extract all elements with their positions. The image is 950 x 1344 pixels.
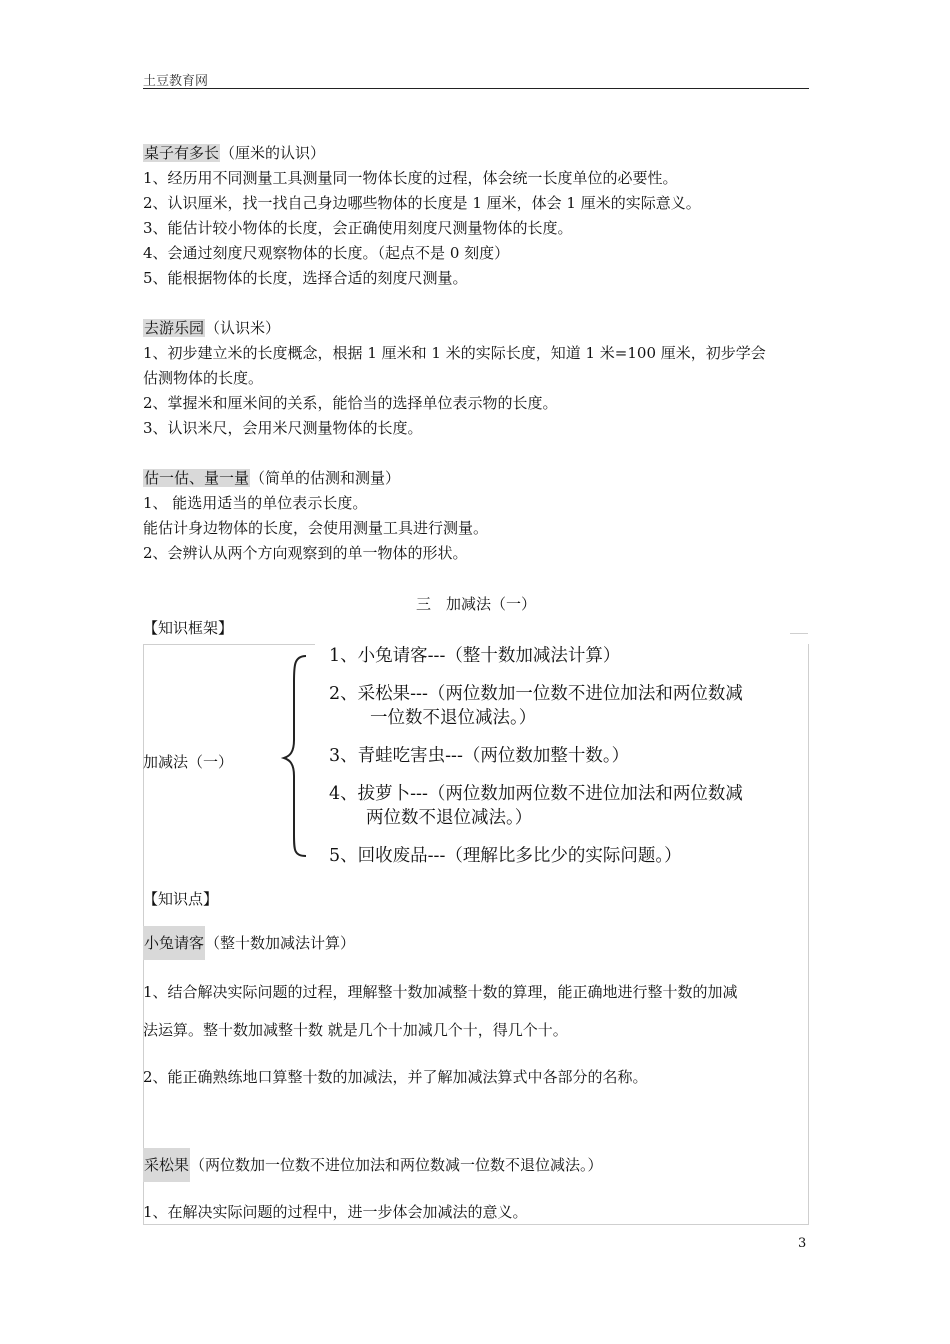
- section-title: 采松果: [143, 1148, 190, 1182]
- curly-brace-icon: [280, 652, 310, 860]
- section-subtitle: （整十数加减法计算）: [205, 934, 356, 952]
- list-item: 2、认识厘米，找一找自己身边哪些物体的长度是 1 厘米，体会 1 厘米的实际意义。: [143, 194, 701, 212]
- section-subtitle: （厘米的认识）: [220, 144, 326, 162]
- section-heading: [143, 468, 400, 488]
- framework-item-cont: 两位数不退位减法。）: [366, 808, 533, 828]
- chapter-title: 三 加减法（一）: [415, 595, 536, 613]
- framework-item: 3、青蛙吃害虫---（两位数加整十数。）: [329, 746, 630, 766]
- frame-top-rule-right: [790, 633, 808, 634]
- list-item: 1、经历用不同测量工具测量同一物体长度的过程，体会统一长度单位的必要性。: [143, 169, 678, 187]
- list-item: 5、能根据物体的长度，选择合适的刻度尺测量。: [143, 269, 468, 287]
- section-heading: [143, 926, 355, 960]
- list-item: 1、 能选用适当的单位表示长度。: [143, 494, 368, 512]
- section-title: 桌子有多长: [144, 144, 220, 162]
- header-rule: [143, 88, 809, 89]
- framework-item-cont: 一位数不退位减法。）: [370, 708, 537, 728]
- points-label: 【知识点】: [143, 890, 219, 908]
- framework-item: 2、采松果---（两位数加一位数不进位加法和两位数减: [329, 684, 743, 704]
- framework-item: 4、拔萝卜---（两位数加两位数不进位加法和两位数减: [329, 784, 743, 804]
- list-item: 1、在解决实际问题的过程中，进一步体会加减法的意义。: [143, 1203, 528, 1221]
- framework-label: 【知识框架】: [143, 619, 234, 637]
- list-item: 3、能估计较小物体的长度，会正确使用刻度尺测量物体的长度。: [143, 219, 573, 237]
- page-number: 3: [798, 1236, 807, 1251]
- section-title: 小兔请客: [143, 926, 205, 960]
- list-item: 4、会通过刻度尺观察物体的长度。（起点不是 0 刻度）: [143, 244, 510, 262]
- section-heading: [143, 318, 280, 338]
- list-item: 法运算。整十数加减整十数 就是几个十加减几个十，得几个十。: [143, 1021, 568, 1039]
- list-item: 3、认识米尺，会用米尺测量物体的长度。: [143, 419, 423, 437]
- list-item: 2、掌握米和厘米间的关系，能恰当的选择单位表示物的长度。: [143, 394, 558, 412]
- section-subtitle: （简单的估测和测量）: [250, 469, 401, 487]
- section-title: 去游乐园: [144, 319, 205, 337]
- section-subtitle: （两位数加一位数不进位加法和两位数减一位数不退位减法。）: [190, 1156, 603, 1174]
- site-header: 土豆教育网: [143, 74, 209, 89]
- list-item: 2、会辨认从两个方向观察到的单一物体的形状。: [143, 544, 468, 562]
- section-subtitle: （认识米）: [205, 319, 281, 337]
- framework-item: 1、小兔请客---（整十数加减法计算）: [329, 646, 621, 666]
- list-item: 2、能正确熟练地口算整十数的加减法，并了解加减法算式中各部分的名称。: [143, 1068, 648, 1086]
- framework-item: 5、回收废品---（理解比多比少的实际问题。）: [329, 846, 682, 866]
- list-item: 能估计身边物体的长度，会使用测量工具进行测量。: [143, 519, 489, 537]
- list-item: 估测物体的长度。: [143, 369, 264, 387]
- list-item: 1、结合解决实际问题的过程，理解整十数加减整十数的算理，能正确地进行整十数的加减: [143, 983, 738, 1001]
- section-title: 估一估、量一量: [144, 469, 250, 487]
- list-item: 1、初步建立米的长度概念，根据 1 厘米和 1 米的实际长度，知道 1 米=100 厘米，初步学会: [143, 344, 766, 362]
- section-heading: [143, 1148, 603, 1182]
- framework-root: 加减法（一）: [143, 753, 234, 771]
- section-heading: [143, 143, 325, 163]
